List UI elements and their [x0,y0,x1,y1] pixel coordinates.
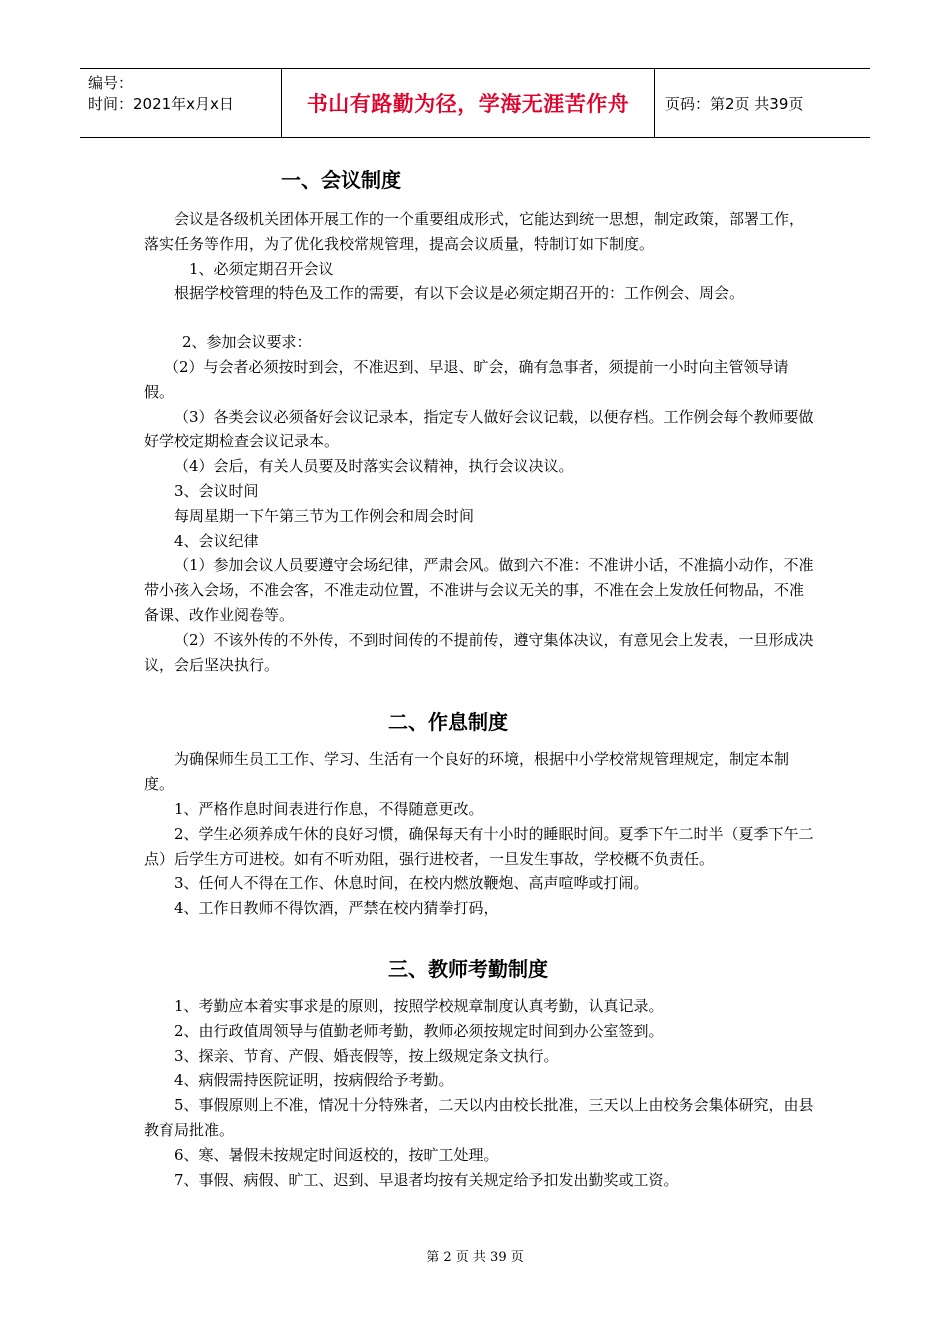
paragraph: 6、寒、暑假未按规定时间返校的，按旷工处理。 [174,1145,499,1164]
paragraph: 3、任何人不得在工作、休息时间，在校内燃放鞭炮、高声喧哗或打闹。 [174,874,649,893]
paragraph: 4、会议纪律 [174,531,259,550]
paragraph: 2、由行政值周领导与值勤老师考勤，教师必须按规定时间到办公室签到。 [174,1021,664,1040]
section-title-attendance: 三、教师考勤制度 [388,956,548,981]
paragraph: 4、病假需持医院证明，按病假给予考勤。 [174,1071,454,1090]
time-label: 时间：2021年x月x日 [88,95,234,113]
paragraph: 1、必须定期召开会议 [189,259,334,278]
paragraph: 4、工作日教师不得饮酒，严禁在校内猜拳打码， [174,899,499,918]
paragraph: 会议是各级机关团体开展工作的一个重要组成形式，它能达到统一思想，制定政策，部署工作，落实任务等作用，为了优化我校常规管理，提高会议质量，特制订如下制度。 [144,210,805,253]
paragraph: （1）参加会议人员要遵守会场纪律，严肃会风。做到六不准：不准讲小话，不准搞小动作，不准带小孩入会场，不准会客，不准走动位置，不准讲与会议无关的事，不准在会上发放任何物品，不准备课、改作业阅卷等。 [144,556,814,624]
paragraph: （3）各类会议必须备好会议记录本，指定专人做好会议记载，以便存档。工作例会每个教师要做好学校定期检查会议记录本。 [144,407,814,451]
paragraph: （2）与会者必须按时到会，不准迟到、早退、旷会，确有急事者，须提前一小时向主管领导请假。 [144,357,789,401]
section-title-schedule: 二、作息制度 [388,710,508,735]
paragraph: （4）会后，有关人员要及时落实会议精神，执行会议决议。 [174,457,574,476]
header-meta [80,69,281,137]
paragraph: 每周星期一下午第三节为工作例会和周会时间 [174,506,475,525]
paragraph: 2、参加会议要求： [182,333,312,352]
paragraph: 1、严格作息时间表进行作息，不得随意更改。 [174,799,484,818]
paragraph: 5、事假原则上不准，情况十分特殊者，二天以内由校长批准，三天以上由校务会集体研究，由县教育局批准。 [144,1096,814,1139]
paragraph: 根据学校管理的特色及工作的需要，有以下会议是必须定期召开的：工作例会、周会。 [174,284,745,303]
paragraph: 3、会议时间 [174,481,259,500]
paragraph: （2）不该外传的不外传，不到时间传的不提前传，遵守集体决议，有意见会上发表，一旦形成决议，会后坚决执行。 [144,630,814,674]
header-page-info: 页码：第2页 共39页 [665,94,804,113]
page-footer: 第 2 页 共 39 页 [426,1250,524,1265]
paragraph: 为确保师生员工工作、学习、生活有一个良好的环境，根据中小学校常规管理规定，制定本制度。 [144,750,790,794]
section-title-meeting: 一、会议制度 [281,168,401,192]
paragraph: 1、考勤应本着实事求是的原则，按照学校规章制度认真考勤，认真记录。 [174,996,664,1015]
page-header [80,68,870,138]
paragraph: 7、事假、病假、旷工、迟到、早退者均按有关规定给予扣发出勤奖或工资。 [174,1170,679,1189]
paragraph: 2、学生必须养成午休的良好习惯，确保每天有十小时的睡眠时间。夏季下午二时半（夏季下午二点）后学生方可进校。如有不听劝阻，强行进校者，一旦发生事故，学校概不负责任。 [144,824,814,868]
document-body [144,165,816,1192]
paragraph: 3、探亲、节育、产假、婚丧假等，按上级规定条文执行。 [174,1046,559,1065]
motto: 书山有路勤为径，学海无涯苦作舟 [306,92,630,116]
header-motto-cell [281,69,655,137]
number-label: 编号： [88,74,134,92]
